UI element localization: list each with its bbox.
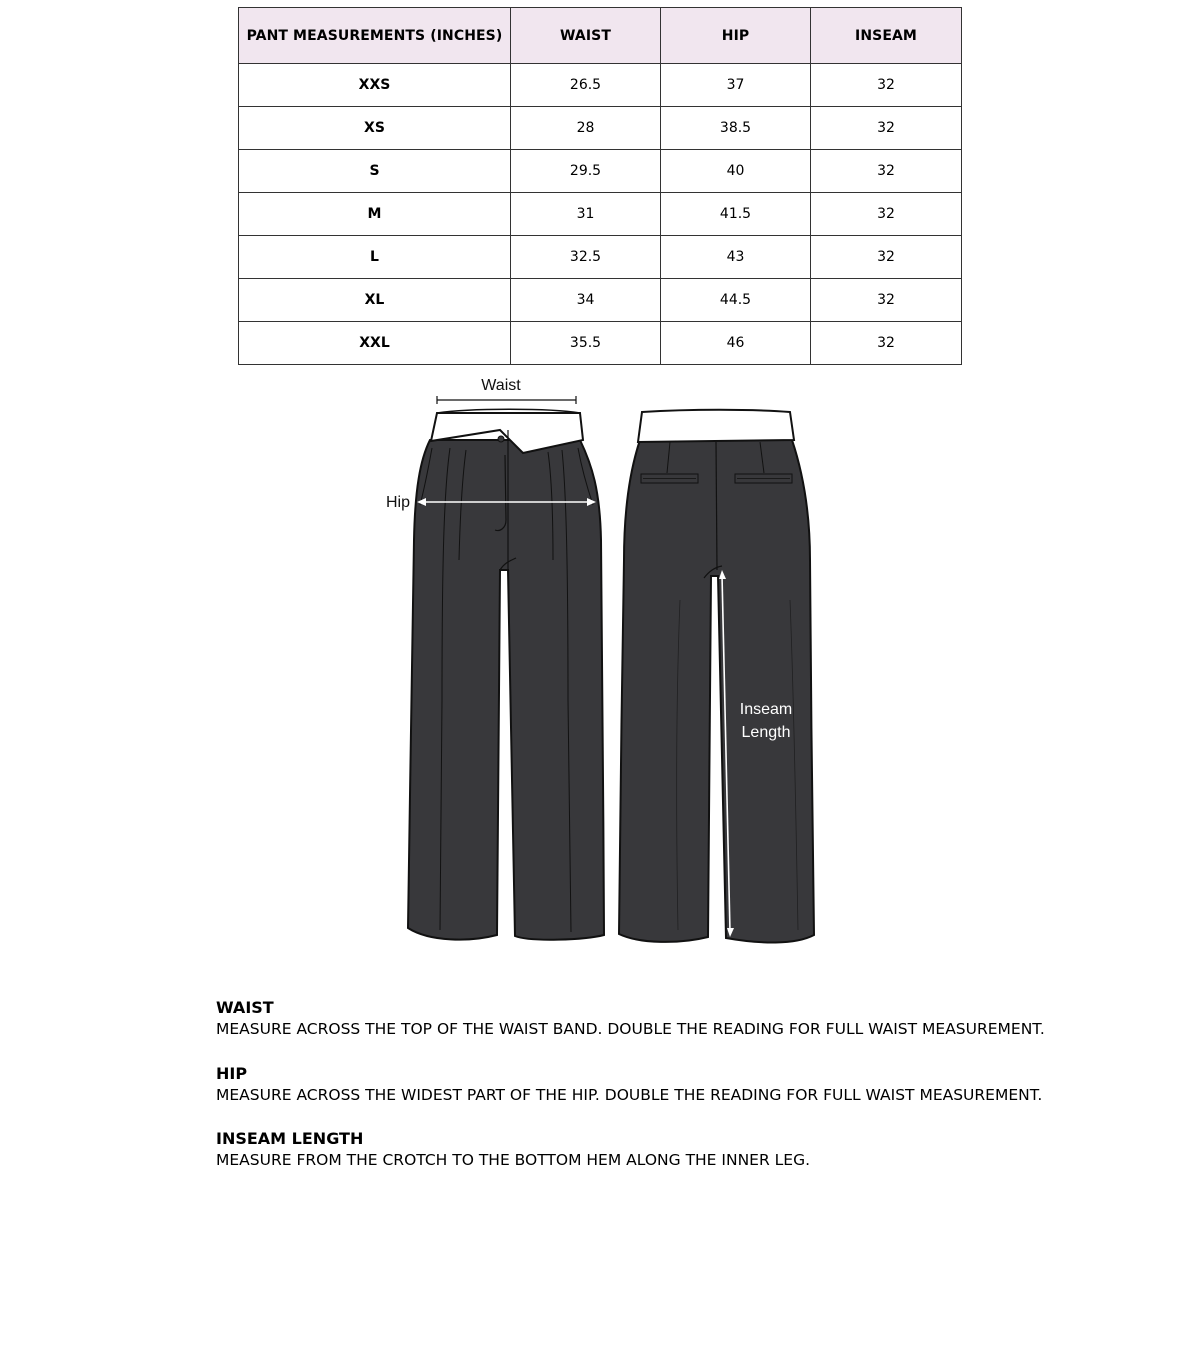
waist-cell: 35.5 bbox=[511, 322, 661, 365]
table-header-row bbox=[239, 8, 962, 64]
inseam-label-line2: Length bbox=[741, 724, 791, 741]
hip-note-heading: HIP bbox=[216, 1064, 248, 1083]
hip-cell: 41.5 bbox=[661, 193, 811, 236]
hip-label: Hip bbox=[386, 494, 411, 511]
inseam-cell: 32 bbox=[811, 64, 962, 107]
table-row bbox=[239, 279, 962, 322]
inseam-cell: 32 bbox=[811, 150, 962, 193]
size-cell: XXL bbox=[239, 322, 511, 365]
table-row bbox=[239, 150, 962, 193]
size-cell: L bbox=[239, 236, 511, 279]
hip-cell: 37 bbox=[661, 64, 811, 107]
inseam-label-line1: Inseam bbox=[739, 701, 793, 718]
waist-cell: 28 bbox=[511, 107, 661, 150]
size-cell: XXS bbox=[239, 64, 511, 107]
front-button bbox=[498, 436, 504, 442]
hip-note bbox=[216, 1064, 1116, 1106]
hip-cell: 40 bbox=[661, 150, 811, 193]
table-row bbox=[239, 322, 962, 365]
pants-measurement-diagram bbox=[380, 370, 830, 1005]
waist-note-heading: WAIST bbox=[216, 998, 274, 1017]
hip-cell: 43 bbox=[661, 236, 811, 279]
waist-cell: 32.5 bbox=[511, 236, 661, 279]
waist-dimension-line bbox=[437, 396, 576, 404]
inseam-cell: 32 bbox=[811, 193, 962, 236]
header-waist: WAIST bbox=[511, 8, 661, 64]
hip-cell: 44.5 bbox=[661, 279, 811, 322]
header-measurements: PANT MEASUREMENTS (INCHES) bbox=[239, 8, 511, 64]
waist-cell: 29.5 bbox=[511, 150, 661, 193]
inseam-note-text: MEASURE FROM THE CROTCH TO THE BOTTOM HEM ALONG THE INNER LEG. bbox=[216, 1151, 811, 1169]
hip-note-text: MEASURE ACROSS THE WIDEST PART OF THE HIP. DOUBLE THE READING FOR FULL WAIST MEASUREMENT. bbox=[216, 1086, 1043, 1104]
inseam-note bbox=[216, 1129, 1116, 1171]
size-chart-table bbox=[238, 7, 962, 365]
size-cell: XL bbox=[239, 279, 511, 322]
size-cell: S bbox=[239, 150, 511, 193]
waist-label: Waist bbox=[481, 377, 521, 394]
table-row bbox=[239, 64, 962, 107]
table-row bbox=[239, 236, 962, 279]
table-row bbox=[239, 193, 962, 236]
inseam-cell: 32 bbox=[811, 279, 962, 322]
back-waistband bbox=[638, 410, 794, 442]
back-pants-illustration bbox=[619, 410, 814, 943]
inseam-cell: 32 bbox=[811, 107, 962, 150]
waist-cell: 26.5 bbox=[511, 64, 661, 107]
header-hip: HIP bbox=[661, 8, 811, 64]
header-inseam: INSEAM bbox=[811, 8, 962, 64]
hip-cell: 38.5 bbox=[661, 107, 811, 150]
inseam-note-heading: INSEAM LENGTH bbox=[216, 1129, 364, 1148]
inseam-cell: 32 bbox=[811, 236, 962, 279]
size-cell: M bbox=[239, 193, 511, 236]
waist-cell: 31 bbox=[511, 193, 661, 236]
size-cell: XS bbox=[239, 107, 511, 150]
waist-note-text: MEASURE ACROSS THE TOP OF THE WAIST BAND. DOUBLE THE READING FOR FULL WAIST MEASUREMENT. bbox=[216, 1020, 1045, 1038]
waist-cell: 34 bbox=[511, 279, 661, 322]
inseam-cell: 32 bbox=[811, 322, 962, 365]
waist-note bbox=[216, 998, 1116, 1040]
front-pants-illustration bbox=[408, 409, 604, 939]
hip-cell: 46 bbox=[661, 322, 811, 365]
table-row bbox=[239, 107, 962, 150]
